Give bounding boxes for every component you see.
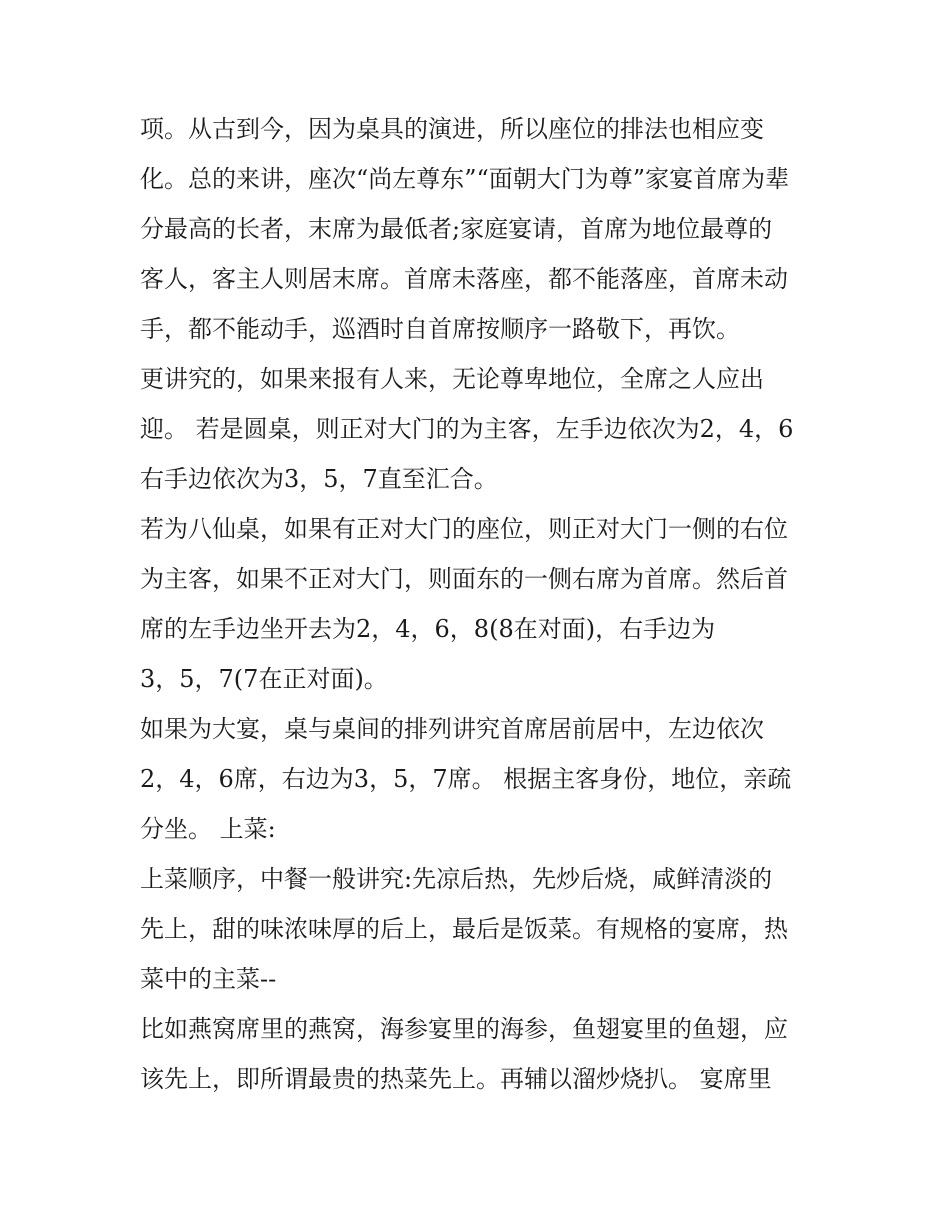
text-line: 先上，甜的味浓味厚的后上，最后是饭菜。有规格的宴席，热 — [140, 915, 788, 943]
text-line: 上菜顺序，中餐一般讲究:先凉后热，先炒后烧，咸鲜清淡的 — [140, 865, 773, 893]
text-line: 客人，客主人则居末席。首席未落座，都不能落座，首席未动 — [140, 265, 788, 293]
text-line: 菜中的主菜-- — [140, 965, 277, 993]
text-line: 席的左手边坐开去为2，4，6，8(8在对面)，右手边为 — [140, 615, 716, 643]
text-line: 该先上，即所谓最贵的热菜先上。再辅以溜炒烧扒。 宴席里 — [140, 1065, 772, 1093]
text-line: 2，4，6席，右边为3，5，7席。 根据主客身份，地位，亲疏 — [140, 765, 792, 793]
text-line: 若为八仙桌，如果有正对大门的座位，则正对大门一侧的右位 — [140, 515, 788, 543]
text-line: 分坐。 上菜: — [140, 815, 276, 843]
text-line: 3，5，7(7在正对面)。 — [140, 665, 388, 693]
text-line: 项。从古到今，因为桌具的演进，所以座位的排法也相应变 — [140, 115, 764, 143]
text-line: 化。总的来讲，座次“尚左尊东”“面朝大门为尊”家宴首席为辈 — [140, 165, 790, 193]
text-line: 右手边依次为3，5，7直至汇合。 — [140, 465, 498, 493]
text-line: 如果为大宴，桌与桌间的排列讲究首席居前居中，左边依次 — [140, 715, 764, 743]
text-line: 更讲究的，如果来报有人来，无论尊卑地位，全席之人应出 — [140, 365, 764, 393]
text-line: 为主客，如果不正对大门，则面东的一侧右席为首席。然后首 — [140, 565, 788, 593]
text-line: 手，都不能动手，巡酒时自首席按顺序一路敬下，再饮。 — [140, 315, 740, 343]
text-line: 迎。 若是圆桌，则正对大门的为主客，左手边依次为2，4，6 — [140, 415, 794, 443]
text-line: 分最高的长者，末席为最低者;家庭宴请，首席为地位最尊的 — [140, 215, 773, 243]
text-line: 比如燕窝席里的燕窝，海参宴里的海参，鱼翅宴里的鱼翅，应 — [140, 1015, 788, 1043]
